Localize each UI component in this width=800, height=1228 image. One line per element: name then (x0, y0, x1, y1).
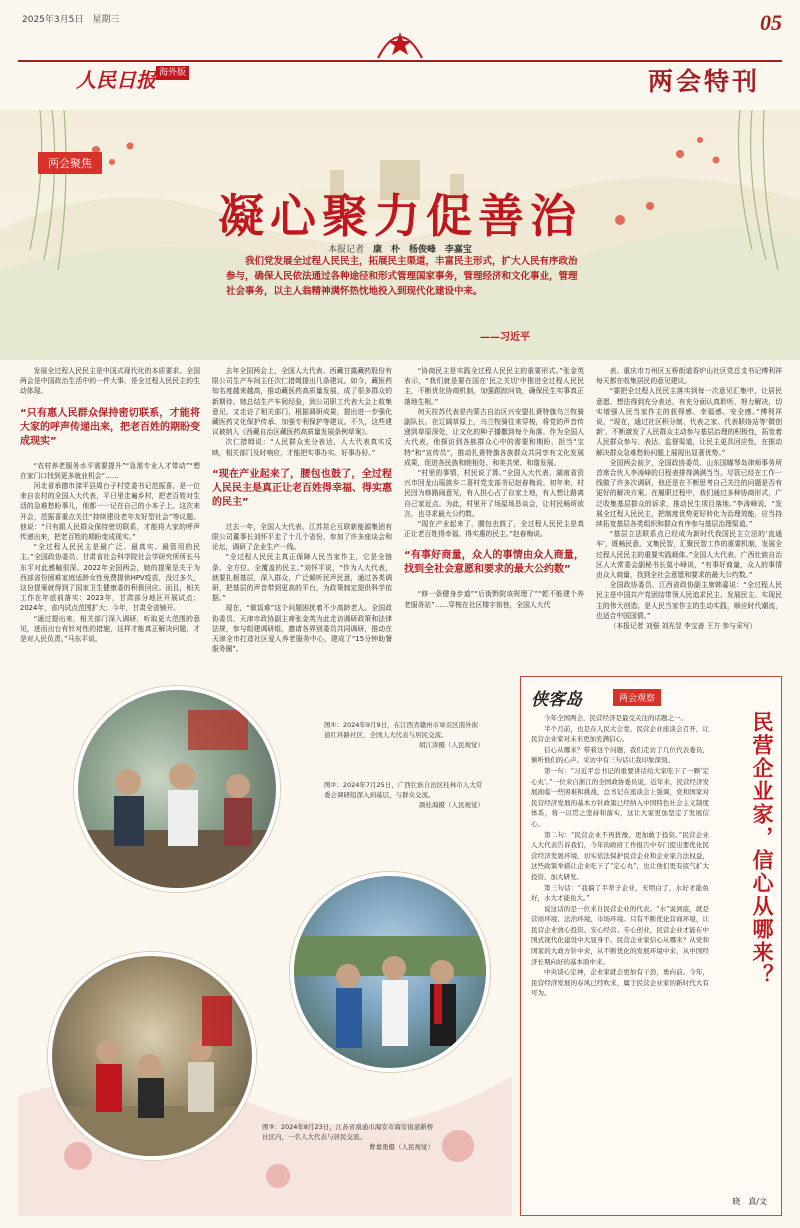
paragraph: “通过提出来，相关部门深入调研，听取更大范围的意见，进而出台有针对性的措施，这样才能真正解决问题，才是对人民负责。”马东平说。 (20, 614, 200, 644)
paragraph: 第一句：“习近平总书记的重要讲话给大家吃下了一颗‘定心丸’。”一位来自浙江的全国政协委员说，近年来，民营经济发展面临一些困难和挑战，总书记在座谈会上强调，党和国家对民营经济发展的基本方针政策已经纳入中国特色社会主义制度体系，将一以贯之坚持和落实，这让大家更加坚定了发展信心。 (531, 766, 709, 828)
article-column-3 (404, 366, 584, 610)
emblem-icon (372, 22, 428, 62)
headline: 凝心聚力促善治 (218, 189, 582, 243)
column-body (531, 713, 709, 999)
author-name: 杨俊峰 (408, 245, 436, 255)
photo-caption-3 (262, 1122, 434, 1152)
paragraph: “全过程人民民主是最广泛、最真实、最管用的民主。”全国政协委员、甘肃省社会科学院社会学研究所所长马东平对此感触很深。2022年全国两会，她的提案是关于为西部省份困难家庭适龄女性免费提供HPV疫苗，没过多久，这份提案就得到了国家卫生健康委的积极回应。而且，相关工作在年底前落实：2023年，甘肃部分地区开展试点；2024年，省内试点范围扩大；今年，甘肃全省铺开。 (20, 543, 200, 613)
article-column-1 (20, 366, 200, 644)
section-title: 两会特刊 (647, 67, 760, 96)
paragraph: “基层立法联系点已经成为新时代我国民主立法的‘直通车’，既畅民意，又集民智，汇聚民智工作的重要机制，发展全过程人民民主的重要实践载体。”全国人大代表、广西壮族自治区人大常委会副秘书长莫小峰说，“有事好商量，众人的事情由众人商量，找到全社会意愿和要求的最大公约数。” (596, 530, 782, 580)
author-name: 康 朴 (373, 245, 401, 255)
photo-1 (74, 686, 280, 892)
paragraph: 何天拉苏代表是内蒙古自治区兴安盟扎赉特旗乌兰牧骑副队长。在辽阔草原上，乌兰牧骑往来穿梭，将党的声音传递到草原深处，让文化的种子播撒到每个角落。作为全国人大代表，他探访到各族群众心中的需要和期盼，担当“宝特”和“宣传员”，推动扎赉特旗各族群众共同享有文化发展成果，促进各民族和睦相处、和美共荣、和谐发展。 (404, 407, 584, 467)
caption-text: 图①：2024年9月9日，在江西省赣州市章贡区南外街道红环路社区，全国人大代表与居民交流。 (324, 721, 479, 739)
column-logo: 侠客岛 (531, 690, 582, 710)
paragraph: “修一条健身步道”“后街黔院该规理了”“乾不能建个养老服务站”……穿梭在社区楼宇街巷，全国人大代 (404, 590, 584, 609)
paragraph: “全过程人民民主真正保障人民当家作主，它是全链条、全方位、全覆盖的民主。”刘怀平说，“作为人大代表，就要扎根基层，深入群众，广泛倾听民声民意，通过各类调研，把基层的声音带到更高的平台，为政策制定提供科学依据。” (212, 553, 392, 603)
newspaper-edition-badge: 海外版 (156, 66, 189, 80)
column-author: 晓 真/文 (732, 1197, 767, 1206)
paragraph: “村里的事情，村民说了算。”全国人大代表、湖南省资兴市回龙山瑶族乡二喜村党支部书记赵春梅说。初年来，村民因为修路闹意见，有人担心占了自家土地，有人想让路离自己家近点。为此，村里开了场屋场恳谈会，让村民畅所欲言，也寻求最大公约数。 (404, 469, 584, 518)
photo-credit: 曹嘉勇摄（人民视觉） (369, 1143, 434, 1151)
byline-prefix: 本报记者 (328, 245, 365, 255)
hero-banner (0, 110, 800, 360)
photo-caption-1 (324, 720, 484, 750)
issue-date: 2025年3月5日 星期三 (22, 15, 120, 25)
page-number: 05 (760, 10, 782, 35)
paragraph: 说这话的是一位来自民营企业的代表。“水”说到底，就是营商环境、法治环境、市场环境。只有不断优化营商环境，让民营企业放心投资、安心经营、专心创业，民营企业才能在中国式现代化建设中大显身手。民营企业家信心从哪来？从党和国家的大政方针中来，从不断优化的发展环境中来，从中国经济长期向好的基本面中来。 (531, 904, 709, 966)
pull-quote: “现在产业起来了，腰包也鼓了，全过程人民民主是真正让老百姓得幸福、得实惠的民主” (212, 468, 392, 508)
observation-column (520, 676, 782, 1216)
section-tag: 两会聚焦 (38, 152, 102, 174)
column-tag: 两会观察 (613, 689, 661, 706)
paragraph: 次仁措姆说：“人民群众充分表达，人大代表真实反映，相关部门及时响应，才能把实事办实、好事办好。” (212, 438, 392, 457)
paragraph: 今年全国两会，民营经济是最受关注的话题之一。 (544, 714, 687, 722)
paragraph: 全国两会前夕，全国政协委员、山东国曜琴岛律师事务所首席合伙人李涛峰的日程表排得满满当当。尽管已经在工作一线做了许多次调研，他还是在不断思考自己关注的问题是否有更好的解决方案。在履职过程中，我们通过多种协商形式，广泛收集基层群众的诉求，推动民生项目落地。”李涛峰说，“发展全过程人民民主，把制度优势更好转化为治理效能，应当持续拓宽基层各类组织和群众有序参与基层治理渠道。” (596, 458, 782, 529)
contributors-note: （本报记者 刘强 刘光昱 李宝善 王方 参与采写） (609, 622, 757, 631)
people-photo-graphic (294, 876, 490, 1072)
caption-text: 图②：2024年7月25日，广西壮族自治区桂林市人大常委会调研组深入到基层，与群众交流。 (324, 781, 483, 799)
paragraph: 第二句：“民营企业不再犹豫，更加敢于投资。”民营企业人大代表告诉我们，今年的政府工作报告中专门提出要优化民营经济发展环境，切实依法保护民营企业和企业家合法权益，这些政策举措让企业吃下了“定心丸”，也让他们更有底气扩大投资、加大研发。 (531, 830, 709, 881)
photo-credit: 胡江涛摄（人民视觉） (419, 741, 484, 749)
paragraph: 第三句话：“我搞了半辈子企业，无明白了，水好才能鱼好，水大才能鱼大。” (531, 883, 709, 903)
photo-caption-2 (324, 780, 484, 810)
column-headline: 民营企业家，信心从哪来？ (750, 711, 775, 987)
paragraph: 表、重庆市万州区五桥街道香炉山社区党总支书记傅利祥每天都在收集居民的意见建议。 (596, 367, 782, 386)
paragraph: 信心从哪来？带着这个问题，我们走访了几位代表委员，倾听他们的心声。采访中有三句话让我印象深刻。 (531, 745, 709, 765)
paragraph: 现在，“做饭难”这个问题困扰着不少高龄老人。全国政协委员、天津市政协副主席张金英为此走访调研政策和法律法规，参与组建调研组，邀请各界别委员共同调研，推动在天津全市打造社区爱人养老服务中心，建成了“15分钟助餐服务圈”。 (212, 604, 392, 654)
photo-3 (48, 952, 256, 1160)
caption-text: 图③：2024年8月23日，江苏省南通市海安市海安街道新桥社区内，一名人大代表与居民交流。 (262, 1123, 434, 1141)
quote-source: ——习近平 (480, 332, 530, 343)
paragraph: 半个月前，也是在人民大会堂，民营企业座谈会召开，让民营企业家对未来更加充满信心。 (531, 724, 709, 744)
author-name: 李嘉宝 (444, 245, 472, 255)
paragraph: “协商民主是实践全过程人民民主的重要形式。”张金英表示，“我们就是要在国在‘民之关切’中推进全过程人民民主，不断优化协商机制，加强跟踪问效，确保民生实事真正落地生根。” (404, 367, 584, 406)
paragraph: 去年全国两会上，全国人大代表、西藏甘露藏药股份有限公司生产车间主任次仁措姆提出几条建议。如今，藏医药知名度越来越高，推动藏医药高质量发展，成了很多群众的新期待。她总结生产车间经验，到公司职工代表大会上收集意见，又走访了相关部门，根据调研成果，提出进一步强化藏医药文化保护传承、加强专利保护等建议。不久，这些建议被纳入《西藏自治区藏医药高质量发展条例草案》。 (212, 367, 392, 437)
newspaper-logo: 人民日报 (76, 68, 156, 92)
people-photo-graphic (78, 690, 280, 892)
paragraph: “农村养老服务水平需要提升”“急需专业人才带动”“想在家门口找到更多就业机会”…… (20, 461, 200, 480)
photo-collage (18, 676, 512, 1216)
photo-credit: 颜桂海摄（人民视觉） (419, 801, 484, 809)
article-column-4 (596, 366, 782, 631)
paragraph: “现在产业起来了，腰包也鼓了，全过程人民民主是真正让老百姓得幸福、得实惠的民主。”赵春梅说。 (404, 520, 584, 539)
paragraph: 全国政协委员、江西省政协副主席韩嘉说：“全过程人民民主是中国共产党团结带领人民追求民主、发展民主、实现民主的伟大创造。是人民当家作主的生动实践，顺应时代潮流，也适合中国国情。” (596, 581, 782, 620)
paragraph: 发展全过程人民民主是中国式现代化的本质要求。全国两会是中国政治生活中的一件大事，是全过程人民民主的生动体现。 (20, 367, 200, 396)
pull-quote: “有事好商量，众人的事情由众人商量，找到全社会意愿和要求的最大公约数” (404, 550, 584, 576)
paragraph: 过去一年，全国人大代表、江苏昆仑互联新能源集团有限公司董事长刘怀平走了十几个省份，参加了许多座谈会和论坛，调研了企业生产一线。 (212, 522, 392, 552)
pull-quote: “只有惠人民群众保持密切联系，才能将大家的呼声传递出来，把老百姓的期盼变成现实” (20, 407, 200, 447)
paragraph: “要把全过程人民民主落实到每一次意见汇集中，让居民意愿、想法得到充分表达，有充分面认真聆听，努力解决，切实增强人民当家作主的获得感、幸福感、安全感。”傅利祥说，“现在，通过社区积分制、代表之家、代表联络站等‘微创新’，不断激发了人民群众主动参与基层治理的积极性，拓宽着人民群众参与、表达、监督渠道，让民主更具回应性，在推动解决群众急难愁盼问题上展现出显著优势。” (596, 387, 782, 457)
paragraph: 中央谈心定神，企业家就会更加有干劲，勇向前。今年，民营经济发展的春风已经吹来，属于民营企业家的新时代大有可为。 (531, 968, 709, 998)
leader-quote: 我们党发展全过程人民民主，拓展民主渠道，丰富民主形式，扩大人民有序政治参与，确保人民依法通过各种途径和形式管理国家事务，管理经济和文化事业，管理社会事务，以主人翁精神满怀热忱地投入到现代化建设中来。 (226, 256, 578, 297)
masthead (0, 0, 800, 110)
people-photo-graphic (52, 956, 256, 1160)
photo-2 (290, 872, 490, 1072)
article-column-2 (212, 366, 392, 654)
paragraph: 河北省承德市滦平县周台子村党委书记范振喜，是一位来自农村的全国人大代表，平日里走遍乡村，把老百姓对生活的急难愁盼事儿，他都一一记在自己的小本子上。这次来开会，范振喜重点关注“持续建设老年友好型社会”等议题。他说：“只有跟人民群众保持密切联系，才能将大家的呼声传递出来，把老百姓的期盼变成现实。” (20, 482, 200, 542)
